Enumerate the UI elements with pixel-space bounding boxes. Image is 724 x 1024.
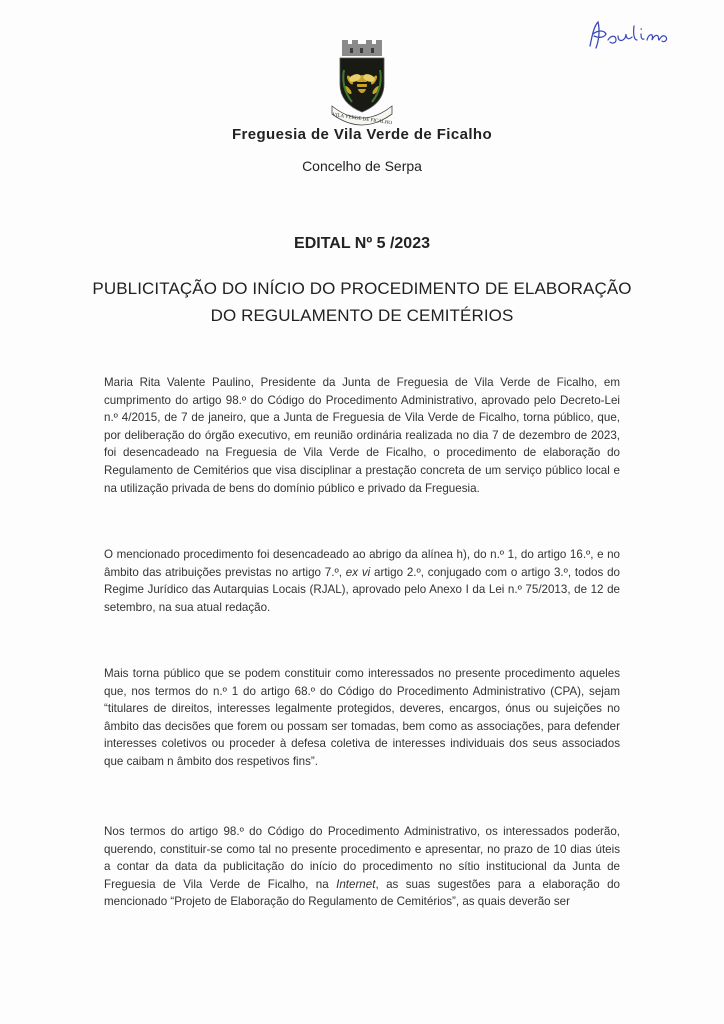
svg-text:VILA VERDE DE FICALHO: VILA VERDE DE FICALHO bbox=[331, 112, 393, 127]
document-title-line-2: DO REGULAMENTO DE CEMITÉRIOS bbox=[210, 306, 514, 325]
document-title-line-1: PUBLICITAÇÃO DO INÍCIO DO PROCEDIMENTO DE ELABORAÇÃO bbox=[92, 279, 632, 298]
paragraph-legal-basis-part-b: artigo 2.º, conjugado com o artigo 3.º, todos do Regime Jurídico das Autarquias Locais (RJAL), aprovado pelo Anexo I da Lei n.º 75/2013, de 12 de setembro, na sua atual redação. bbox=[104, 565, 620, 614]
paragraph-submission-terms bbox=[104, 823, 620, 911]
paragraph-submission-terms-part-a: Nos termos do artigo 98.º do Código do Procedimento Administrativo, os interessados poderão, querendo, constituir-se como tal no presente procedimento e apresentar, no prazo de 10 dias úteis a contar da data da publicitação do início do procedimento no sítio institucional da Junta de Freguesia de Vila Verde de Ficalho, na bbox=[104, 825, 620, 891]
parish-coat-of-arms bbox=[326, 40, 398, 128]
paragraph-legal-basis-part-a: O mencionado procedimento foi desencadeado ao abrigo da alínea h), do n.º 1, do artigo 16.º, e no âmbito das atribuições previstas no artigo 7.º, bbox=[104, 548, 620, 579]
edital-number: EDITAL Nº 5 /2023 bbox=[294, 235, 430, 252]
paragraph-announcement: Maria Rita Valente Paulino, Presidente da Junta de Freguesia de Vila Verde de Ficalho, em cumprimento do artigo 98.º do Código do Procedimento Administrativo, aprovado pelo Decreto-Lei n.º 4/2015, de 7 de janeiro, que a Junta de Freguesia de Vila Verde de Ficalho, torna público, que, por deliberação do órgão executivo, em reunião ordinária realizada no dia 7 de dezembro de 2023, foi desencadeado na Freguesia de Vila Verde de Ficalho, o procedimento de elaboração do Regulamento de Cemitérios que visa disciplinar a prestação concreta de um serviço público local e na utilização privada de bens do domínio público e privado da Freguesia. bbox=[104, 376, 620, 495]
paragraph-interested-parties: Mais torna público que se podem constituir como interessados no presente procedimento aqueles que, nos termos do n.º 1 do artigo 68.º do Código do Procedimento Administrativo (CPA), sejam “titulares de direitos, interesses legalmente protegidos, deveres, encargos, ónus ou sujeições no âmbito das decisões que forem ou possam ser tomadas, bem como as associações, para defender interesses coletivos ou proceder à defesa coletiva de interesses individuais dos seus associados que caibam n âmbito dos respetivos fins”. bbox=[104, 667, 620, 768]
internet-term: Internet bbox=[336, 877, 376, 891]
mural-crown bbox=[342, 40, 382, 56]
handwritten-signature bbox=[584, 16, 694, 56]
municipality-name: Concelho de Serpa bbox=[302, 158, 422, 174]
paragraph-submission-terms-part-b: , as suas sugestões para a elaboração do mencionado “Projeto de Elaboração do Regulamento de Cemitérios”, as quais deverão ser bbox=[104, 877, 620, 909]
paragraph-legal-basis bbox=[104, 546, 620, 616]
document-title bbox=[90, 275, 634, 329]
parish-name: Freguesia de Vila Verde de Ficalho bbox=[231, 126, 493, 143]
latin-term-ex-vi: ex vi bbox=[345, 565, 371, 579]
